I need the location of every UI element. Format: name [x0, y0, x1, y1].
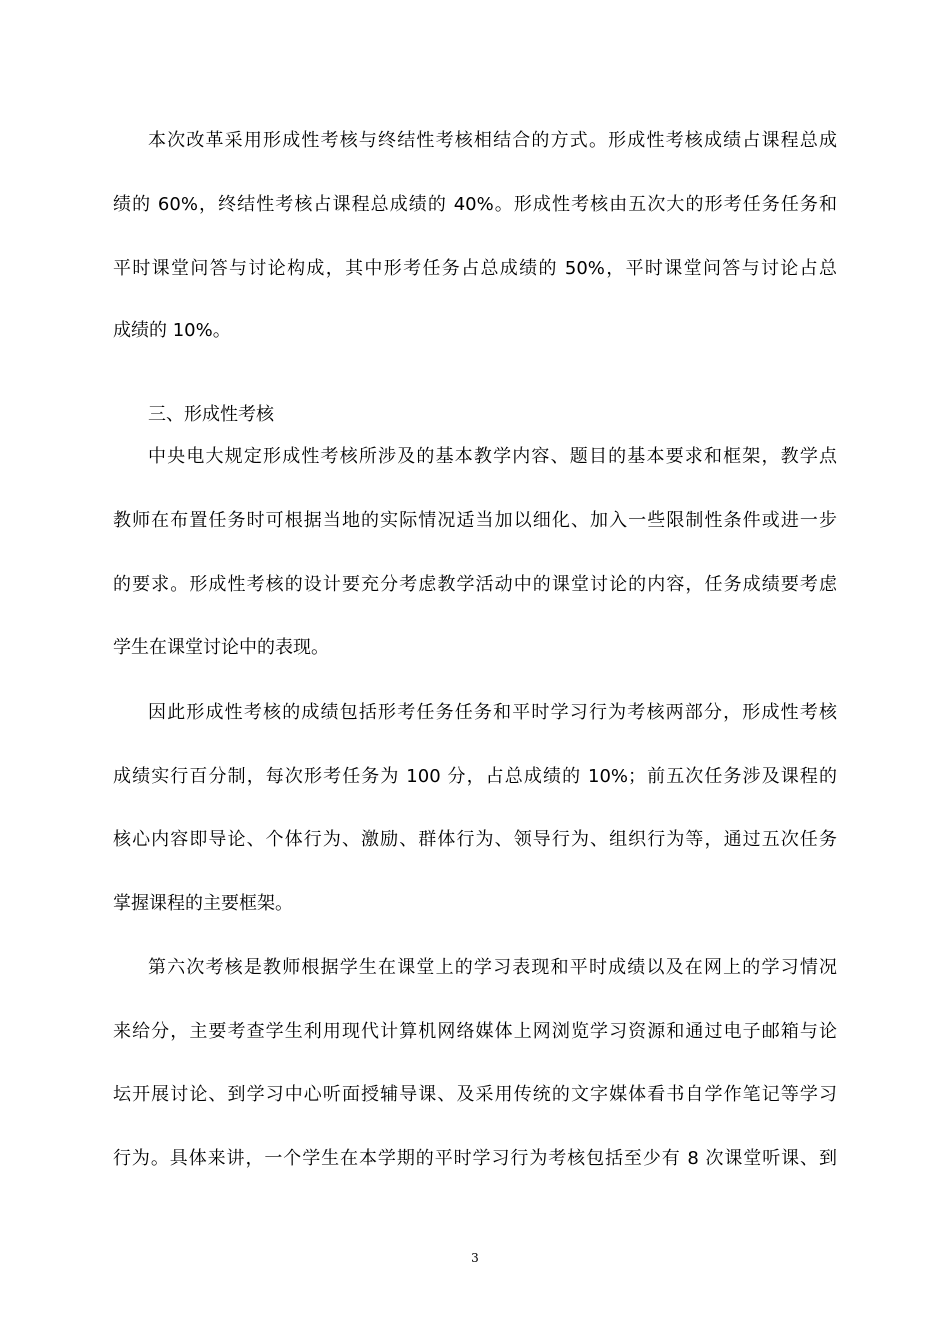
paragraph-2-line-2: 教师在布置任务时可根据当地的实际情况适当加以细化、加入一些限制性条件或进一步 — [113, 510, 837, 531]
paragraph-3-line-1: 因此形成性考核的成绩包括形考任务任务和平时学习行为考核两部分，形成性考核 — [148, 702, 837, 723]
paragraph-1-line-4: 成绩的 10%。 — [113, 320, 231, 341]
paragraph-3-line-4: 掌握课程的主要框架。 — [113, 893, 293, 914]
paragraph-4-line-3: 坛开展讨论、到学习中心听面授辅导课、及采用传统的文字媒体看书自学作笔记等学习 — [113, 1084, 837, 1105]
section-heading: 三、形成性考核 — [148, 404, 274, 425]
paragraph-2-line-4: 学生在课堂讨论中的表现。 — [113, 637, 329, 658]
paragraph-4-line-4: 行为。具体来讲，一个学生在本学期的平时学习行为考核包括至少有 8 次课堂听课、到 — [113, 1148, 837, 1169]
paragraph-1-line-3: 平时课堂问答与讨论构成，其中形考任务占总成绩的 50%，平时课堂问答与讨论占总 — [113, 258, 837, 279]
paragraph-3-line-3: 核心内容即导论、个体行为、激励、群体行为、领导行为、组织行为等，通过五次任务 — [113, 829, 837, 850]
page-number: 3 — [471, 1251, 479, 1265]
paragraph-3-line-2: 成绩实行百分制，每次形考任务为 100 分，占总成绩的 10%；前五次任务涉及课程的 — [113, 766, 837, 787]
paragraph-2-line-1: 中央电大规定形成性考核所涉及的基本教学内容、题目的基本要求和框架，教学点 — [148, 446, 837, 467]
paragraph-1-line-1: 本次改革采用形成性考核与终结性考核相结合的方式。形成性考核成绩占课程总成 — [148, 130, 837, 151]
paragraph-2-line-3: 的要求。形成性考核的设计要充分考虑教学活动中的课堂讨论的内容，任务成绩要考虑 — [113, 574, 837, 595]
paragraph-1-line-2: 绩的 60%，终结性考核占课程总成绩的 40%。形成性考核由五次大的形考任务任务和 — [113, 194, 837, 215]
paragraph-4-line-1: 第六次考核是教师根据学生在课堂上的学习表现和平时成绩以及在网上的学习情况 — [148, 957, 837, 978]
paragraph-4-line-2: 来给分，主要考查学生利用现代计算机网络媒体上网浏览学习资源和通过电子邮箱与论 — [113, 1021, 837, 1042]
